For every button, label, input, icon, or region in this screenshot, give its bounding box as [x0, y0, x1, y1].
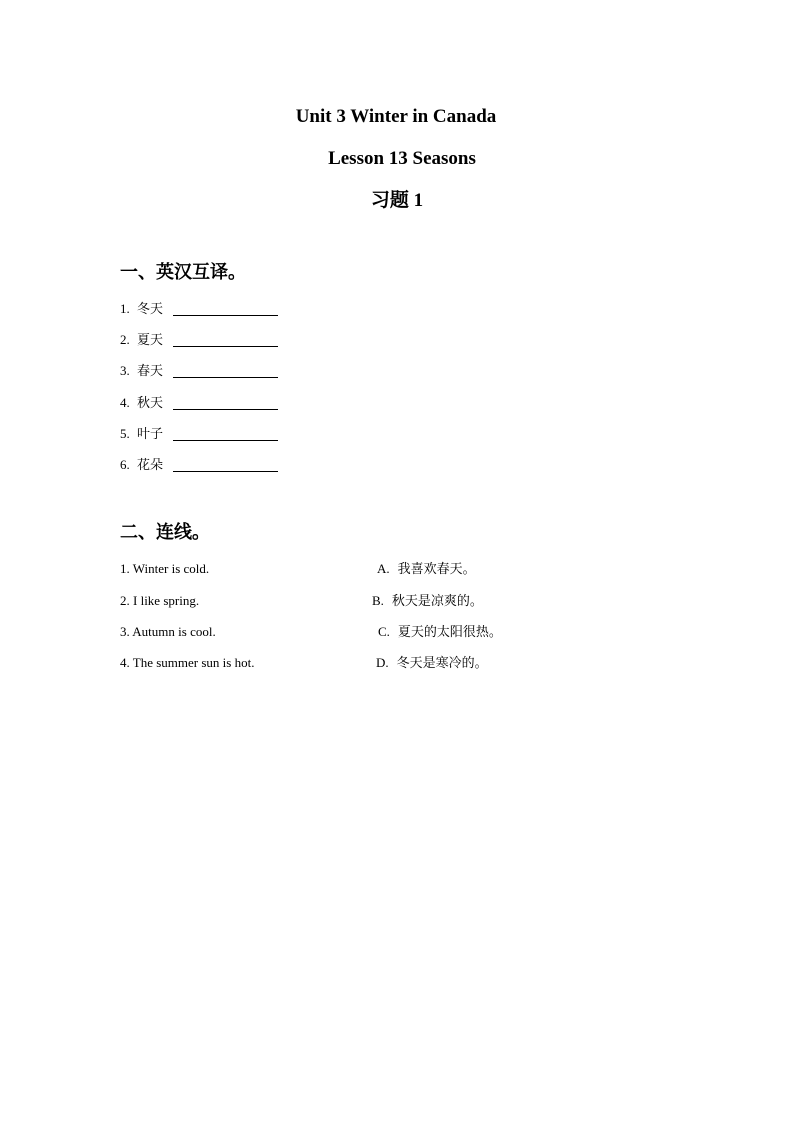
- section-heading-translation: 一、英汉互译。: [120, 262, 246, 283]
- vocab-item-word: 叶子: [137, 427, 164, 442]
- match-option-text: 冬天是寒冷的。: [396, 656, 488, 671]
- vocab-item-word: 花朵: [137, 458, 164, 473]
- vocab-item-word: 夏天: [137, 333, 164, 348]
- match-option-chinese[interactable]: [372, 591, 483, 612]
- match-option-text: 秋天是凉爽的。: [391, 594, 483, 609]
- vocab-item-number: 2.: [120, 332, 130, 347]
- vocab-item: [120, 361, 173, 381]
- answer-blank[interactable]: [173, 315, 278, 316]
- lesson-title: Lesson 13 Seasons: [328, 148, 476, 169]
- answer-blank[interactable]: [173, 471, 278, 472]
- match-option-letter: C.: [378, 624, 390, 639]
- match-sentence-english[interactable]: 2. I like spring.: [120, 593, 200, 608]
- section-heading-matching: 二、连线。: [120, 522, 210, 543]
- vocab-item: [120, 393, 173, 413]
- vocab-item-word: 春天: [137, 364, 164, 379]
- vocab-item: [120, 330, 173, 350]
- answer-blank[interactable]: [173, 440, 278, 441]
- match-option-letter: B.: [372, 593, 384, 608]
- answer-blank[interactable]: [173, 377, 278, 378]
- match-sentence-english[interactable]: 1. Winter is cold.: [120, 561, 210, 576]
- unit-title: Unit 3 Winter in Canada: [295, 106, 497, 127]
- vocab-item: [120, 424, 173, 444]
- vocab-item: [120, 299, 173, 319]
- vocab-item-number: 1.: [120, 301, 130, 316]
- vocab-item-number: 4.: [120, 395, 130, 410]
- vocab-item-word: 秋天: [137, 396, 164, 411]
- match-option-chinese[interactable]: [378, 622, 502, 643]
- vocab-item-number: 6.: [120, 457, 130, 472]
- exercise-title: 习题 1: [370, 190, 424, 211]
- answer-blank[interactable]: [173, 409, 278, 410]
- match-option-chinese[interactable]: [377, 559, 476, 580]
- match-option-chinese[interactable]: [376, 653, 488, 674]
- match-sentence-english[interactable]: 4. The summer sun is hot.: [120, 655, 255, 670]
- vocab-item: [120, 455, 173, 475]
- answer-blank[interactable]: [173, 346, 278, 347]
- match-option-letter: A.: [377, 561, 390, 576]
- vocab-item-number: 5.: [120, 426, 130, 441]
- match-option-text: 夏天的太阳很热。: [397, 625, 502, 640]
- vocab-item-word: 冬天: [137, 302, 164, 317]
- match-option-letter: D.: [376, 655, 389, 670]
- match-option-text: 我喜欢春天。: [397, 562, 476, 577]
- vocab-item-number: 3.: [120, 363, 130, 378]
- match-sentence-english[interactable]: 3. Autumn is cool.: [120, 624, 216, 639]
